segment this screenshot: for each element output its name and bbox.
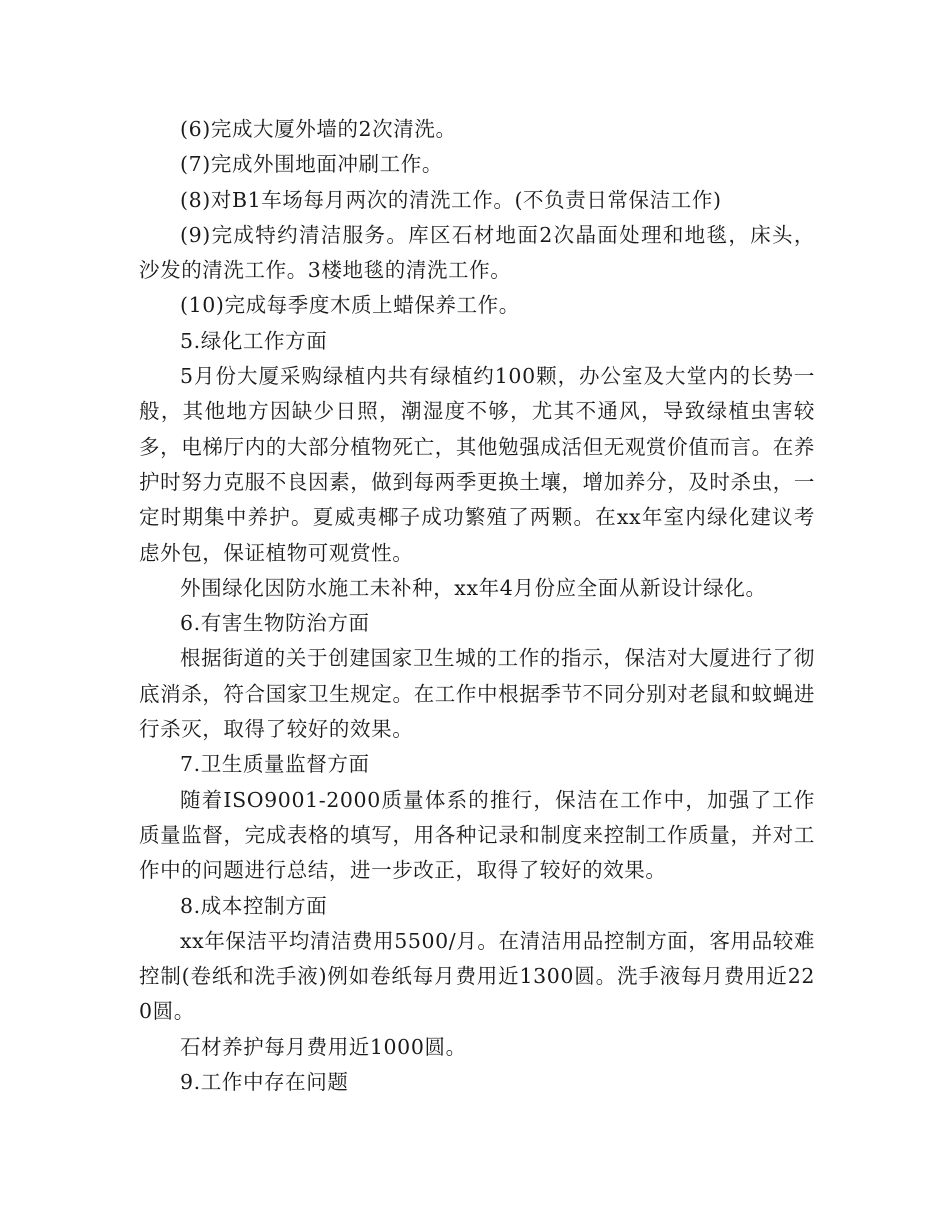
paragraph-stone-maintenance: 石材养护每月费用近1000圆。 <box>180 1034 467 1059</box>
paragraph-item-7: (7)完成外围地面冲刷工作。 <box>180 152 443 177</box>
paragraph-pest-control: 根据街道的关于创建国家卫生城的工作的指示，保洁对大厦进行了彻底消杀，符合国家卫生规定。在工作中根据季节不同分别对老鼠和蚊蝇进行杀灭，取得了较好的效果。 <box>139 646 815 742</box>
section-heading-quality-supervision: 7.卫生质量监督方面 <box>180 752 370 777</box>
paragraph-cost-control: xx年保洁平均清洁费用5500/月。在清洁用品控制方面，客用品较难控制(卷纸和洗手液)例如卷纸每月费用近1300圆。洗手液每月费用近220圆。 <box>139 928 815 1024</box>
section-heading-cost-control: 8.成本控制方面 <box>180 893 328 918</box>
paragraph-item-9: (9)完成特约清洁服务。库区石材地面2次晶面处理和地毯，床头，沙发的清洗工作。3楼地毯的清洗工作。 <box>139 222 815 283</box>
paragraph-greening-indoor: 5月份大厦采购绿植内共有绿植约100颗，办公室及大堂内的长势一般，其他地方因缺少日照，潮湿度不够，尤其不通风，导致绿植虫害较多，电梯厅内的大部分植物死亡，其他勉强成活但无观赏价值而言。在养护时努力克服不良因素，做到每两季更换土壤，增加养分，及时杀虫，一定时期集中养护。夏威夷椰子成功繁殖了两颗。在xx年室内绿化建议考虑外包，保证植物可观赏性。 <box>139 364 815 565</box>
section-heading-existing-problems: 9.工作中存在问题 <box>180 1070 349 1095</box>
document-body <box>139 112 815 1100</box>
paragraph-greening-outdoor: 外围绿化因防水施工未补种，xx年4月份应全面从新设计绿化。 <box>180 575 767 600</box>
paragraph-quality-supervision: 随着ISO9001-2000质量体系的推行，保洁在工作中，加强了工作质量监督，完成表格的填写，用各种记录和制度来控制工作质量，并对工作中的问题进行总结，进一步改正，取得了较好的效果。 <box>139 787 815 883</box>
section-heading-pest-control: 6.有害生物防治方面 <box>180 611 370 636</box>
paragraph-item-10: (10)完成每季度木质上蜡保养工作。 <box>180 293 520 318</box>
paragraph-item-8: (8)对B1车场每月两次的清洗工作。(不负责日常保洁工作) <box>180 187 722 212</box>
section-heading-greening: 5.绿化工作方面 <box>180 328 328 353</box>
paragraph-item-6: (6)完成大厦外墙的2次清洗。 <box>180 117 457 141</box>
